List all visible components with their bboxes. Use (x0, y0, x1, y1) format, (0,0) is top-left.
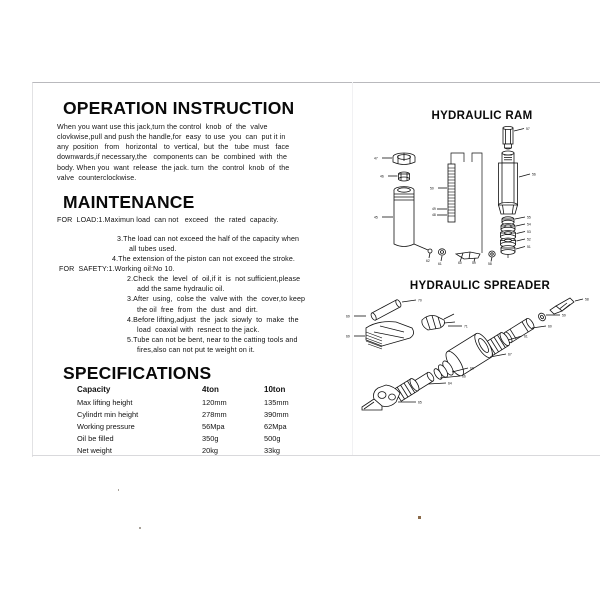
maintenance-safety-line: 4.Before lifting,adjust the jack siowly to make the (127, 315, 299, 324)
spec-value-4ton: 56Mpa (202, 421, 225, 431)
svg-text:69: 69 (346, 334, 350, 339)
hydraulic-spreader-heading: HYDRAULIC SPREADER (409, 280, 551, 292)
page-fold-line (352, 82, 353, 455)
spec-label: Cylindrt min height (77, 409, 139, 419)
spec-label: Working pressure (77, 421, 135, 431)
svg-text:53: 53 (527, 230, 531, 234)
operation-line: any position from horizontal to vertical, but the tube must face (57, 143, 290, 152)
svg-text:59: 59 (562, 313, 566, 318)
svg-text:46: 46 (380, 174, 384, 179)
svg-text:60: 60 (548, 324, 552, 329)
maintenance-safety-line: 3.After using, colse the valve with the cover,to keep (127, 295, 306, 304)
spec-value-10ton: 62Mpa (264, 421, 287, 431)
svg-text:54: 54 (527, 222, 531, 227)
table-row (77, 422, 289, 434)
svg-text:66: 66 (462, 374, 466, 379)
maintenance-heading: MAINTENANCE (63, 191, 195, 212)
table-header-row (77, 385, 289, 398)
svg-text:61: 61 (524, 334, 528, 339)
svg-text:55: 55 (527, 215, 531, 220)
column-header-capacity: Capacity (77, 385, 111, 395)
maintenance-load-line: 3.The load can not exceed the half of the capacity when (117, 234, 300, 243)
svg-text:61: 61 (438, 262, 442, 266)
table-row (77, 398, 289, 410)
spec-label: Max lifting height (77, 397, 133, 407)
column-header-10ton: 10ton (264, 385, 286, 395)
spec-value-4ton: 20kg (202, 445, 219, 455)
svg-text:69: 69 (346, 314, 350, 319)
hydraulic-ram-exploded-diagram (360, 122, 596, 270)
operation-line: body. When you want release the jack. turn the control knob of the (57, 163, 290, 172)
spec-value-10ton: 33kg (264, 445, 281, 455)
spec-value-4ton: 278mm (202, 409, 227, 419)
spec-value-10ton: 500g (264, 433, 281, 443)
svg-text:62: 62 (426, 259, 430, 263)
operation-line: valve counterclockwise. (57, 173, 137, 182)
maintenance-safety-list (57, 264, 309, 355)
table-row (77, 410, 289, 422)
svg-text:48: 48 (432, 213, 436, 217)
svg-text:57: 57 (526, 127, 530, 131)
svg-text:71: 71 (464, 324, 468, 329)
maintenance-safety-line: 5.Tube can not be bent, near to the catting tools and (127, 335, 298, 344)
svg-text:50: 50 (430, 186, 434, 191)
maintenance-safety-line: FOR SAFETY:1.Working oil:No 10. (59, 265, 175, 274)
svg-text:51: 51 (527, 245, 531, 249)
svg-text:68: 68 (470, 366, 474, 371)
scan-speck (418, 516, 421, 519)
diagram-column (346, 98, 596, 410)
svg-text:67: 67 (508, 352, 512, 357)
spec-value-4ton: 350g (202, 433, 219, 443)
operation-line: clovkwise,pull and push the handle,for easy to use you can put it in (57, 133, 286, 142)
svg-text:52: 52 (527, 237, 531, 242)
spec-value-4ton: 120mm (202, 397, 227, 407)
paragraph-spacer (57, 225, 309, 234)
spec-label: Net weight (77, 445, 112, 455)
instruction-text-column (57, 98, 309, 458)
scan-speck (118, 489, 119, 491)
svg-text:58: 58 (488, 262, 492, 266)
svg-text:47: 47 (374, 156, 378, 161)
maintenance-safety-line: add the same hydraulic oil. (137, 285, 225, 294)
maintenance-load-line: 4.The extension of the piston can not exceed the stroke. (112, 255, 295, 264)
maintenance-safety-line: the oil free from the dust and dirt. (137, 305, 258, 314)
maintenance-load-list (57, 215, 309, 264)
maintenance-safety-line: load coaxial with resnect to the jack. (137, 325, 260, 334)
maintenance-safety-line: 2.Check the level of oil,if it is not sufficient,please (127, 275, 301, 284)
column-header-4ton: 4ton (202, 385, 219, 395)
spec-value-10ton: 390mm (264, 409, 289, 419)
svg-text:65: 65 (418, 400, 422, 405)
maintenance-safety-line: fires,also can not put te weight on it. (137, 345, 255, 354)
spec-value-10ton: 135mm (264, 397, 289, 407)
operation-line: When you want use this jack,turn the control knob of the valve (57, 123, 268, 132)
hydraulic-spreader-diagram-container (346, 292, 596, 410)
specifications-table (77, 385, 289, 458)
svg-text:60: 60 (458, 261, 462, 265)
svg-text:64: 64 (448, 381, 452, 386)
operation-instruction-heading: OPERATION INSTRUCTION (63, 98, 295, 118)
scan-speck (139, 527, 141, 529)
maintenance-load-line: all tubes used. (129, 245, 177, 253)
table-row (77, 434, 289, 446)
svg-text:45: 45 (374, 215, 378, 220)
hydraulic-ram-heading: HYDRAULIC RAM (431, 110, 533, 122)
svg-text:49: 49 (432, 207, 436, 211)
hydraulic-ram-diagram-container (360, 122, 596, 270)
operation-instruction-paragraph (57, 122, 309, 183)
hydraulic-spreader-exploded-diagram (346, 292, 596, 410)
svg-text:56: 56 (532, 172, 536, 177)
operation-line: downwards,if necessary,the components can be combined with the (57, 153, 288, 162)
spec-label: Oil be filled (77, 433, 114, 443)
table-row (77, 446, 289, 458)
svg-text:70: 70 (418, 298, 422, 303)
svg-text:59: 59 (472, 261, 476, 265)
maintenance-load-line: FOR LOAD:1.Maximun load can not exceed the rated capacity. (57, 215, 279, 224)
svg-text:58: 58 (585, 297, 589, 302)
specifications-heading: SPECIFICATIONS (63, 363, 212, 384)
